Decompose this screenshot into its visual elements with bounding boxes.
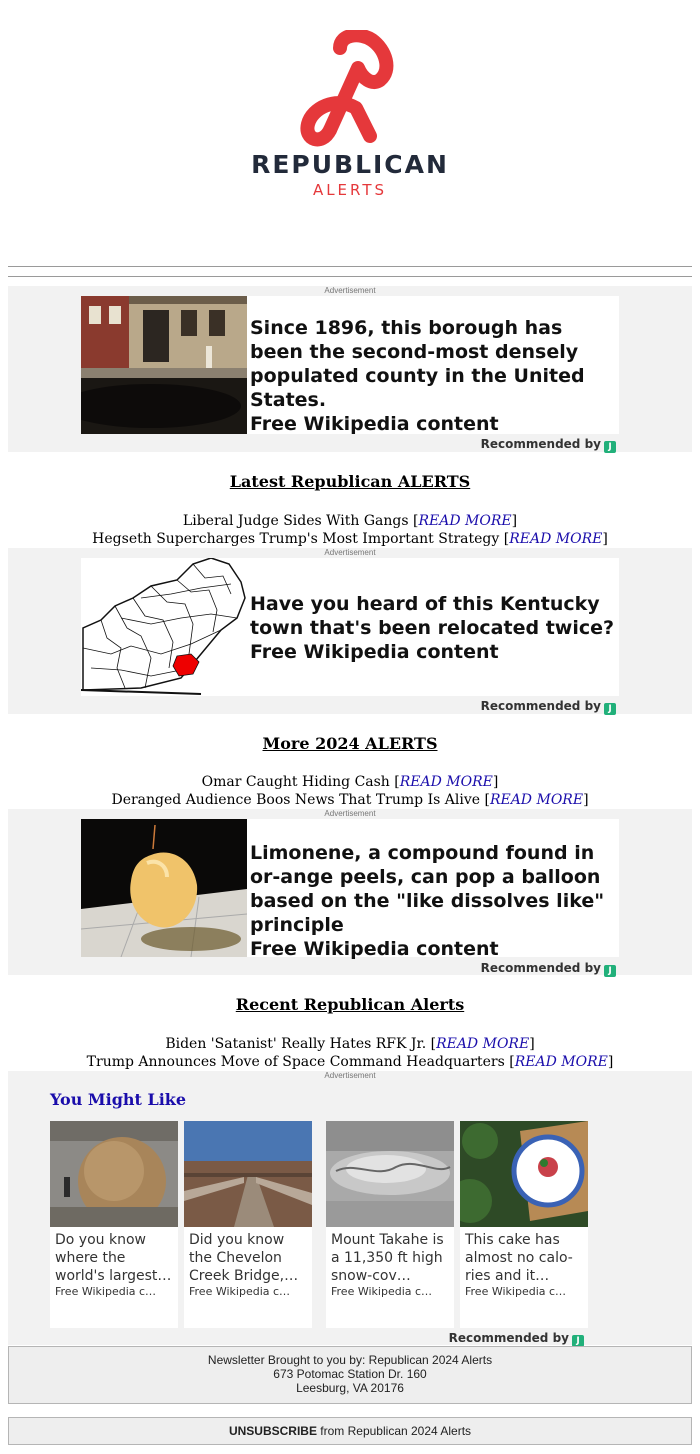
logo [0, 0, 700, 250]
newsletter-footer [8, 1346, 692, 1404]
headline-text: Biden 'Satanist' Really Hates RFK Jr. [165, 1036, 427, 1052]
recommended-by[interactable] [481, 437, 616, 453]
ad-box [8, 809, 692, 975]
ad-card[interactable] [81, 819, 619, 960]
read-more-link[interactable]: READ MORE [436, 1036, 530, 1052]
footer-city-line: Leesburg, VA 20176 [296, 1381, 404, 1395]
ad-source: Free Wikipedia content [250, 641, 499, 663]
tile-source: Free Wikipedia c… [189, 1285, 291, 1298]
ad-image-balloon[interactable] [81, 819, 247, 957]
recommended-by-label: Recommended by [480, 961, 601, 975]
ad-image-street-scene[interactable] [81, 296, 247, 434]
read-more-link[interactable]: READ MORE [509, 531, 603, 547]
recommender-logo-icon: J [604, 965, 616, 977]
headline-text: Omar Caught Hiding Cash [201, 774, 390, 790]
read-more-link[interactable]: READ MORE [399, 774, 493, 790]
logo-subtitle: ALERTS [312, 181, 388, 199]
tile-text[interactable]: Mount Takahe is a 11,350 ft high snow-cov… [331, 1232, 444, 1284]
headline-item[interactable]: Liberal Judge Sides With Gangs [READ MORE] [182, 513, 518, 529]
tile-image-cake-plate[interactable] [460, 1121, 588, 1227]
recommendation-tile[interactable] [50, 1121, 178, 1328]
divider [8, 266, 692, 267]
read-more-link[interactable]: READ MORE [514, 1054, 608, 1070]
headline-item[interactable]: Biden 'Satanist' Really Hates RFK Jr. [READ MORE] [165, 1036, 535, 1052]
footer-line: Newsletter Brought to you by: Republican 2024 Alerts [207, 1353, 493, 1367]
tile-source: Free Wikipedia c… [331, 1285, 433, 1298]
headline-text: Hegseth Supercharges Trump's Most Important Strategy [92, 531, 500, 547]
unsubscribe-link[interactable]: UNSUBSCRIBE [228, 1424, 317, 1438]
ad-card[interactable] [81, 558, 619, 696]
tile-text[interactable]: This cake has almost no calo-ries and it… [465, 1232, 573, 1284]
ad-headline[interactable]: Since 1896, this borough has been the second-most densely populated county in the United States. [250, 317, 585, 411]
republican-alerts-logo-mark [300, 30, 400, 150]
ad-source: Free Wikipedia content [250, 938, 499, 960]
recommended-by-label: Recommended by [480, 437, 601, 451]
ad-text[interactable] [250, 316, 616, 436]
tile-source: Free Wikipedia c… [465, 1285, 567, 1298]
tile-image-woven-sphere[interactable] [50, 1121, 178, 1227]
ad-text[interactable] [250, 592, 616, 664]
headline-item[interactable]: Hegseth Supercharges Trump's Most Important Strategy [READ MORE] [92, 531, 608, 547]
divider [8, 276, 692, 277]
tile-image-bridge[interactable] [184, 1121, 312, 1227]
read-more-link[interactable]: READ MORE [418, 513, 512, 529]
logo-title: REPUBLICAN [251, 150, 449, 179]
recommender-logo-icon: J [604, 703, 616, 715]
ad-source: Free Wikipedia content [250, 413, 499, 435]
section-title: More 2024 ALERTS [262, 734, 438, 753]
recommended-by-label: Recommended by [448, 1331, 569, 1345]
ad-card[interactable] [81, 296, 619, 434]
recommendation-tile[interactable] [184, 1121, 312, 1328]
ad-box [8, 286, 692, 452]
tile-image-mountain-aerial[interactable] [326, 1121, 454, 1227]
recommender-logo-icon: J [572, 1335, 584, 1347]
ad-label: Advertisement [324, 1071, 376, 1080]
recommended-by[interactable] [481, 961, 616, 977]
ad-label: Advertisement [324, 548, 376, 557]
read-more-link[interactable]: READ MORE [489, 792, 584, 808]
ad-headline[interactable]: Limonene, a compound found in or-ange peels, can pop a balloon based on the "like dissolves like" principle [250, 842, 605, 936]
headline-item[interactable]: Trump Announces Move of Space Command Headquarters [READ MORE] [86, 1054, 614, 1070]
tile-text[interactable]: Did you know the Chevelon Creek Bridge,… [189, 1232, 299, 1284]
tile-text[interactable]: Do you know where the world's largest… [55, 1232, 172, 1284]
ad-headline[interactable]: Have you heard of this Kentucky town that's been relocated twice? [250, 593, 615, 639]
recommendation-tile[interactable] [326, 1121, 454, 1328]
headline-text: Liberal Judge Sides With Gangs [182, 513, 409, 529]
recommended-by[interactable] [481, 699, 616, 715]
headline-text: Deranged Audience Boos News That Trump Is Alive [111, 792, 481, 808]
unsubscribe-text: from Republican 2024 Alerts [316, 1424, 472, 1438]
footer-address-line: 673 Potomac Station Dr. 160 [273, 1367, 427, 1381]
ad-box [8, 548, 692, 714]
ad-label: Advertisement [324, 286, 376, 295]
headline-item[interactable]: Deranged Audience Boos News That Trump Is Alive [READ MORE] [111, 792, 589, 808]
section-title: Latest Republican ALERTS [229, 472, 471, 491]
ad-image-kentucky-map[interactable] [81, 558, 247, 696]
tile-source: Free Wikipedia c… [55, 1285, 157, 1298]
you-might-like-title: You Might Like [50, 1090, 187, 1109]
unsubscribe-bar[interactable] [8, 1417, 692, 1445]
ad-label: Advertisement [324, 809, 376, 818]
recommendation-tile[interactable] [460, 1121, 588, 1328]
recommended-by[interactable] [449, 1331, 584, 1347]
recommender-logo-icon: J [604, 441, 616, 453]
headline-text: Trump Announces Move of Space Command Headquarters [86, 1054, 505, 1070]
recommended-by-label: Recommended by [480, 699, 601, 713]
headline-item[interactable]: Omar Caught Hiding Cash [READ MORE] [201, 774, 499, 790]
ad-text[interactable] [250, 841, 616, 961]
section-title: Recent Republican Alerts [235, 995, 465, 1014]
